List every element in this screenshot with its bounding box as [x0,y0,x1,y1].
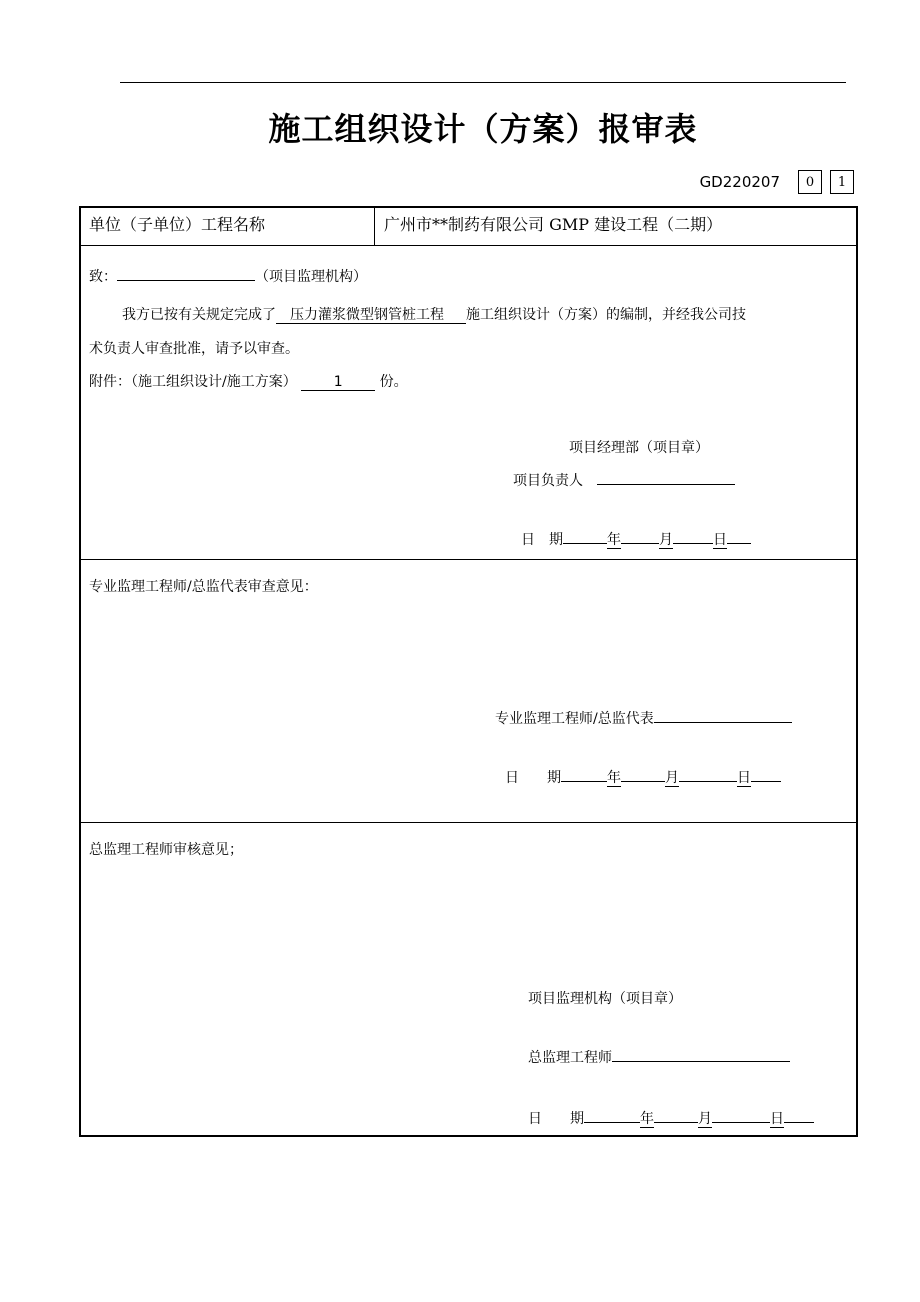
dept-stamp: 项目经理部（项目章） [569,440,709,456]
year-blank [561,767,607,782]
day-blank [679,767,737,782]
body-line-2: 术负责人审查批准，请予以审查。 [89,341,299,357]
year-label: 年 [607,770,621,786]
form-code: GD220207 [699,173,780,191]
page-title: 施工组织设计（方案）报审表 [268,110,698,148]
chief-signature-blank[interactable] [612,1047,790,1062]
form-code-row [700,170,854,194]
project-name-value: 广州市**制药有限公司 GMP 建设工程（二期） [384,215,723,234]
addressee-line [89,266,367,286]
month-label: 月 [665,770,679,786]
plan-project-name: 压力灌浆微型钢管桩工程 [276,307,466,324]
manager-line [513,470,735,490]
year-blank [563,529,607,544]
day-blank [673,529,713,544]
date-line-2 [505,767,781,787]
supervisor-signature-blank[interactable] [654,708,792,723]
month-blank [654,1108,698,1123]
addressee-blank[interactable] [117,266,255,281]
supervisor-heading: 专业监理工程师/总监代表审查意见： [89,579,318,595]
chief-heading: 总监理工程师审核意见； [89,842,243,858]
day-label: 日 [737,770,751,786]
manager-signature-blank[interactable] [597,470,735,485]
day-label: 日 [770,1111,784,1127]
supervision-stamp: 项目监理机构（项目章） [528,991,682,1007]
day-label: 日 [713,532,727,548]
body-middle: 施工组织设计（方案）的编制，并经我公司技 [466,307,746,323]
code-box-2: 1 [830,170,854,194]
year-label: 年 [607,532,621,548]
date-label: 日 期 [528,1111,584,1127]
contractor-section [81,245,856,560]
day-tail [784,1108,814,1123]
body-prefix: 我方已按有关规定完成了 [122,307,276,323]
project-name-row [81,208,856,246]
chief-supervisor-section [81,822,856,1135]
year-label: 年 [640,1111,654,1127]
day-tail [751,767,781,782]
date-label: 日 期 [521,532,563,548]
addressee-prefix: 致： [89,269,117,285]
attachment-suffix: 份。 [379,374,408,390]
date-label: 日 期 [505,770,561,786]
addressee-suffix: （项目监理机构） [255,269,367,285]
supervisor-section [81,559,856,823]
month-label: 月 [698,1111,712,1127]
day-tail [727,529,751,544]
month-blank [621,767,665,782]
body-line-1 [122,304,746,324]
cell-divider [374,208,375,245]
review-form [79,206,858,1137]
date-line-1 [521,529,751,549]
month-label: 月 [659,532,673,548]
top-rule [120,82,846,83]
date-line-3 [528,1108,814,1128]
project-name-label: 单位（子单位）工程名称 [89,215,266,234]
manager-label: 项目负责人 [513,473,583,489]
chief-signer-label: 总监理工程师 [528,1050,612,1066]
supervisor-signer-label: 专业监理工程师/总监代表 [495,711,654,727]
day-blank [712,1108,770,1123]
code-box-1: 0 [798,170,822,194]
attachment-prefix: 附件：（施工组织设计/施工方案） [89,374,297,390]
year-blank [584,1108,640,1123]
month-blank [621,529,659,544]
supervisor-sign-line [495,708,792,728]
attachment-count: 1 [301,374,375,391]
chief-sign-line [528,1047,790,1067]
attachment-line [89,371,408,391]
